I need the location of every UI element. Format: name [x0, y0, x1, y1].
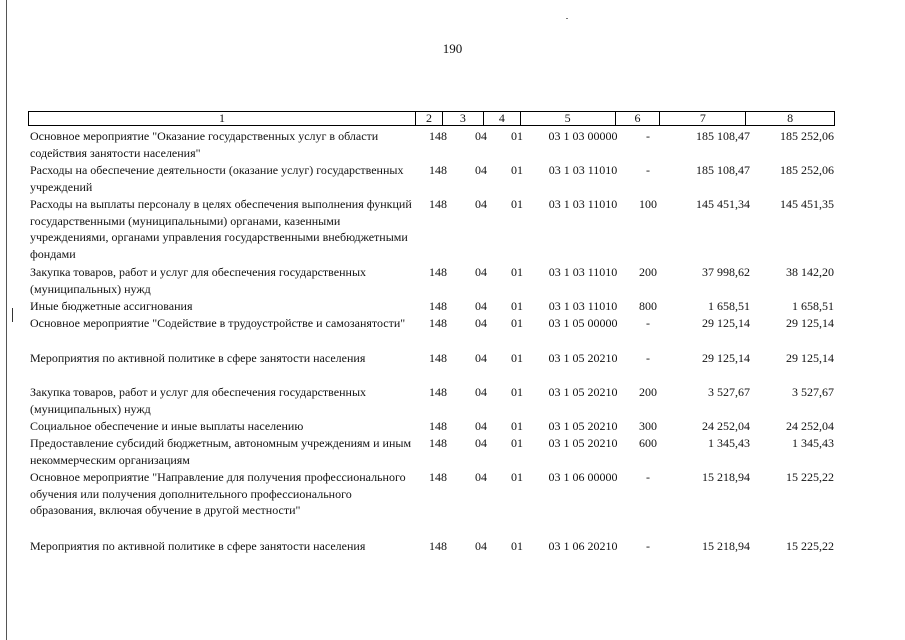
- row-subsection: 01: [511, 129, 523, 143]
- row-amount-1: 185 108,47: [696, 163, 750, 177]
- scan-edge-line: [6, 0, 7, 640]
- row-target-article: 03 1 03 11010: [548, 163, 618, 177]
- row-name: Основное мероприятие "Содействие в трудоустройстве и самозанятости": [30, 316, 406, 330]
- table-header: [28, 111, 835, 126]
- row-subsection: 01: [511, 351, 523, 365]
- row-expense-type: 200: [639, 385, 657, 399]
- row-amount-1: 29 125,14: [702, 351, 750, 365]
- row-section: 04: [475, 197, 487, 211]
- row-section: 04: [475, 436, 487, 450]
- row-amount-1: 29 125,14: [702, 316, 750, 330]
- row-name: Иные бюджетные ассигнования: [30, 299, 193, 313]
- scan-mark: [12, 308, 13, 322]
- column-header-8: 8: [787, 111, 794, 125]
- row-target-article: 03 1 05 20210: [548, 385, 618, 399]
- row-ministry-code: 148: [429, 351, 447, 365]
- row-ministry-code: 148: [429, 265, 447, 279]
- row-section: 04: [475, 265, 487, 279]
- row-amount-1: 15 218,94: [702, 539, 750, 553]
- row-ministry-code: 148: [429, 436, 447, 450]
- row-ministry-code: 148: [429, 299, 447, 313]
- column-header-1: 1: [29, 112, 416, 125]
- row-expense-type: 800: [639, 299, 657, 313]
- row-name: Предоставление субсидий бюджетным, автономным учреждениям и иным некоммерческим организациям: [30, 436, 412, 467]
- row-ministry-code: 148: [429, 197, 447, 211]
- row-amount-2: 1 345,43: [792, 436, 834, 450]
- row-subsection: 01: [511, 163, 523, 177]
- column-header-4: 4: [484, 112, 521, 125]
- row-name: Расходы на выплаты персоналу в целях обеспечения выполнения функций государственными (муниципальными) органами, казенными учреждениями, органами управления государственными внебюджетными фондами: [30, 197, 412, 261]
- row-subsection: 01: [511, 299, 523, 313]
- row-amount-1: 1 345,43: [708, 436, 750, 450]
- row-expense-type: 600: [639, 436, 657, 450]
- row-target-article: 03 1 03 00000: [548, 129, 618, 143]
- row-section: 04: [475, 316, 487, 330]
- row-section: 04: [475, 419, 487, 433]
- row-name: Социальное обеспечение и иные выплаты населению: [30, 419, 304, 433]
- row-amount-1: 24 252,04: [702, 419, 750, 433]
- row-amount-2: 185 252,06: [780, 163, 834, 177]
- row-subsection: 01: [511, 265, 523, 279]
- row-amount-2: 29 125,14: [786, 316, 834, 330]
- row-expense-type: 100: [639, 197, 657, 211]
- row-subsection: 01: [511, 316, 523, 330]
- row-subsection: 01: [511, 385, 523, 399]
- row-amount-1: 37 998,62: [702, 265, 750, 279]
- column-header-7: 7: [660, 112, 746, 125]
- row-subsection: 01: [511, 197, 523, 211]
- row-name: Закупка товаров, работ и услуг для обеспечения государственных (муниципальных) нужд: [30, 385, 367, 416]
- row-ministry-code: 148: [429, 385, 447, 399]
- row-amount-1: 15 218,94: [702, 470, 750, 484]
- row-expense-type: 300: [639, 419, 657, 433]
- column-header-6: 6: [616, 112, 661, 125]
- row-section: 04: [475, 163, 487, 177]
- row-expense-type: -: [646, 316, 650, 330]
- scan-speck: [566, 18, 568, 19]
- row-amount-1: 185 108,47: [696, 129, 750, 143]
- row-amount-2: 29 125,14: [786, 351, 834, 365]
- row-target-article: 03 1 03 11010: [548, 299, 618, 313]
- row-amount-2: 15 225,22: [786, 539, 834, 553]
- row-ministry-code: 148: [429, 316, 447, 330]
- row-amount-2: 185 252,06: [780, 129, 834, 143]
- row-subsection: 01: [511, 419, 523, 433]
- row-section: 04: [475, 351, 487, 365]
- row-ministry-code: 148: [429, 470, 447, 484]
- column-header-5: 5: [521, 112, 616, 125]
- row-expense-type: -: [646, 351, 650, 365]
- row-section: 04: [475, 385, 487, 399]
- row-target-article: 03 1 05 20210: [548, 351, 618, 365]
- row-amount-2: 1 658,51: [792, 299, 834, 313]
- row-target-article: 03 1 05 00000: [548, 316, 618, 330]
- row-expense-type: 200: [639, 265, 657, 279]
- row-amount-2: 38 142,20: [786, 265, 834, 279]
- row-amount-2: 15 225,22: [786, 470, 834, 484]
- row-amount-2: 3 527,67: [792, 385, 834, 399]
- row-amount-2: 145 451,35: [780, 197, 834, 211]
- row-name: Мероприятия по активной политике в сфере занятости населения: [30, 539, 366, 553]
- row-ministry-code: 148: [429, 419, 447, 433]
- row-expense-type: -: [646, 470, 650, 484]
- row-amount-1: 3 527,67: [708, 385, 750, 399]
- row-amount-1: 145 451,34: [696, 197, 750, 211]
- row-ministry-code: 148: [429, 129, 447, 143]
- row-target-article: 03 1 03 11010: [548, 197, 618, 211]
- row-section: 04: [475, 539, 487, 553]
- row-expense-type: -: [646, 129, 650, 143]
- row-subsection: 01: [511, 539, 523, 553]
- row-section: 04: [475, 470, 487, 484]
- row-amount-1: 1 658,51: [708, 299, 750, 313]
- row-expense-type: -: [646, 163, 650, 177]
- row-name: Закупка товаров, работ и услуг для обеспечения государственных (муниципальных) нужд: [30, 265, 367, 296]
- row-target-article: 03 1 03 11010: [548, 265, 618, 279]
- row-target-article: 03 1 05 20210: [548, 419, 618, 433]
- row-target-article: 03 1 06 00000: [548, 470, 618, 484]
- row-section: 04: [475, 299, 487, 313]
- row-name: Основное мероприятие "Направление для получения профессионального обучения или получения дополнительного профессионального образования, включая обучение в другой местности": [30, 470, 406, 518]
- column-header-2: 2: [416, 112, 443, 125]
- row-expense-type: -: [646, 539, 650, 553]
- page-number: 190: [442, 41, 463, 56]
- row-name: Расходы на обеспечение деятельности (оказание услуг) государственных учреждений: [30, 163, 404, 194]
- row-target-article: 03 1 05 20210: [548, 436, 618, 450]
- row-section: 04: [475, 129, 487, 143]
- row-subsection: 01: [511, 470, 523, 484]
- row-target-article: 03 1 06 20210: [548, 539, 618, 553]
- column-header-3: 3: [443, 112, 484, 125]
- row-ministry-code: 148: [429, 163, 447, 177]
- row-ministry-code: 148: [429, 539, 447, 553]
- row-subsection: 01: [511, 436, 523, 450]
- row-amount-2: 24 252,04: [786, 419, 834, 433]
- row-name: Основное мероприятие "Оказание государственных услуг в области содействия занятости населения": [30, 129, 379, 160]
- row-name: Мероприятия по активной политике в сфере занятости населения: [30, 351, 366, 365]
